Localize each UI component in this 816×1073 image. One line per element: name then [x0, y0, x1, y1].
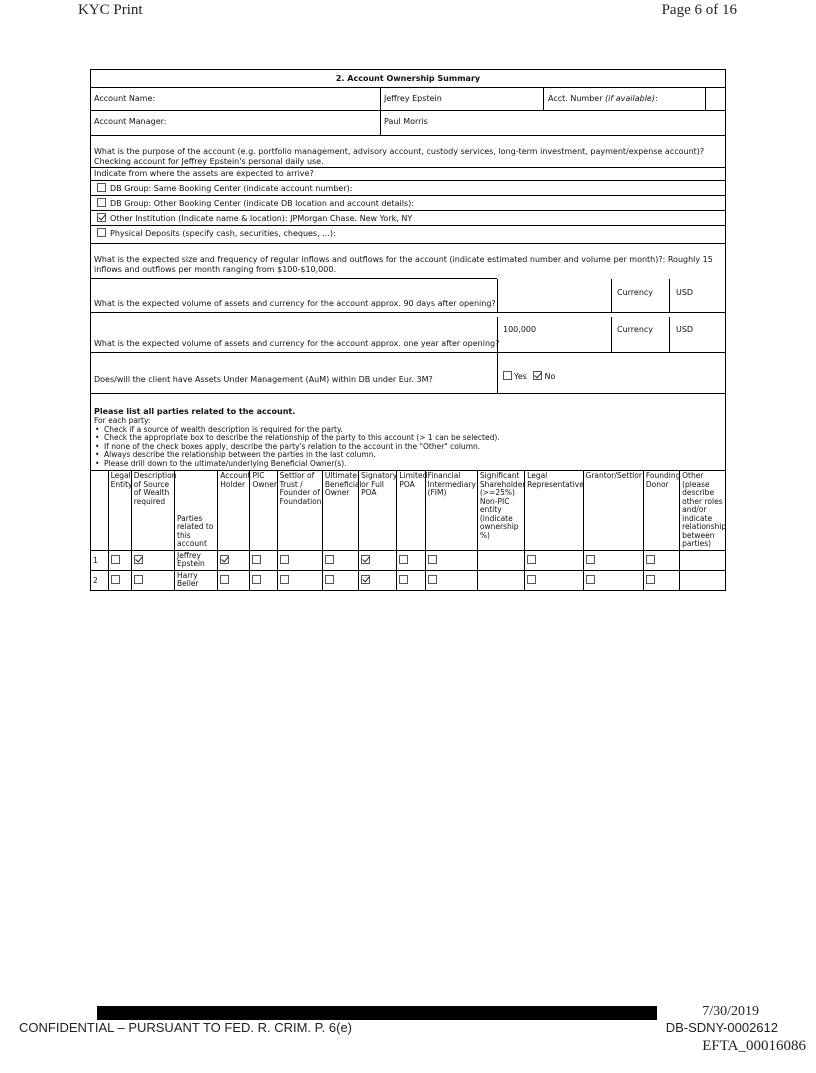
- role-checkbox[interactable]: [220, 575, 229, 584]
- parties-table: [91, 471, 725, 590]
- col-header-parties: Parties related to this account: [175, 471, 218, 550]
- bullet: • Check if a source of wealth description is required for the party.: [104, 426, 722, 435]
- parties-intro: For each party:: [94, 416, 151, 425]
- bullet: • Check the appropriate box to describe the relationship of the party to this account (> 1 can be selected).: [104, 434, 722, 443]
- checkbox[interactable]: [97, 198, 106, 207]
- role-checkbox[interactable]: [111, 555, 120, 564]
- q90-row: [91, 279, 725, 313]
- role-checkbox[interactable]: [325, 575, 334, 584]
- col-header-signatory: Signatory or Full POA: [359, 471, 397, 550]
- asset-option-physical-deposits[interactable]: Physical Deposits (specify cash, securities, cheques, ...):: [91, 225, 725, 243]
- acct-number-value: [706, 88, 725, 110]
- parties-table-wrap: [91, 470, 725, 590]
- account-manager-label: Account Manager:: [94, 117, 167, 126]
- page-number: Page 6 of 16: [661, 2, 737, 18]
- role-checkbox[interactable]: [428, 575, 437, 584]
- party-name: Jeffrey Epstein: [175, 550, 218, 570]
- asset-option-other-booking[interactable]: DB Group: Other Booking Center (indicate DB location and account details):: [91, 195, 725, 210]
- flows-question: What is the expected size and frequency of regular inflows and outflows for the account (indicate estimated number and volume per month)?: Roughly 15 inflows and outflows per month ranging from $100-$10,000.: [94, 255, 713, 274]
- col-header-legal-rep: Legal Representative: [525, 471, 583, 550]
- col-header-account-holder: Account Holder: [218, 471, 250, 550]
- role-checkbox[interactable]: [361, 575, 370, 584]
- role-checkbox[interactable]: [399, 555, 408, 564]
- parties-instructions: [91, 393, 725, 470]
- q1y-currency-value[interactable]: USD: [676, 325, 694, 334]
- role-checkbox[interactable]: [527, 555, 536, 564]
- shareholder-cell[interactable]: [477, 550, 524, 570]
- party-number: 1: [91, 550, 108, 570]
- bates-number: DB-SDNY-0002612: [665, 1020, 778, 1035]
- role-checkbox[interactable]: [361, 555, 370, 564]
- purpose-row: [91, 135, 725, 167]
- aum-question: Does/will the client have Assets Under Management (AuM) within DB under Eur. 3M?: [94, 375, 433, 384]
- col-header-other: Other (please describe other roles and/or indicate relationship between parties): [680, 471, 725, 550]
- parties-bullets: [94, 426, 722, 469]
- col-header-shareholder: Significant Shareholder (>=25%) Non-PIC entity (indicate ownership %): [477, 471, 524, 550]
- col-header-grantor: Grantor/Settlor: [583, 471, 643, 550]
- role-checkbox[interactable]: [134, 575, 143, 584]
- q90-label: What is the expected volume of assets and currency for the account approx. 90 days after opening?: [94, 299, 496, 308]
- party-number: 2: [91, 570, 108, 590]
- aum-no-checkbox[interactable]: [533, 371, 542, 380]
- bullet: • If none of the check boxes apply, describe the party's relation to the account in the "Other" column.: [104, 443, 722, 452]
- account-manager-value: Paul Morris: [384, 117, 428, 126]
- col-header-settlor: Settlor of Trust / Founder of Foundation: [277, 471, 322, 550]
- role-checkbox[interactable]: [220, 555, 229, 564]
- col-header-legal-entity: Legal Entity: [108, 471, 131, 550]
- q1y-label: What is the expected volume of assets and currency for the account approx. one year after opening?: [94, 339, 500, 348]
- form-title: 2. Account Ownership Summary: [335, 74, 481, 83]
- role-checkbox[interactable]: [399, 575, 408, 584]
- role-checkbox[interactable]: [252, 575, 261, 584]
- role-checkbox[interactable]: [646, 575, 655, 584]
- q90-amount[interactable]: [500, 282, 506, 313]
- role-checkbox[interactable]: [428, 555, 437, 564]
- acct-number-label: Acct. Number (if available):: [548, 94, 658, 103]
- q1y-amount[interactable]: 100,000: [503, 325, 537, 334]
- col-header-fim: Financial Intermediary (FIM): [425, 471, 477, 550]
- aum-row: [91, 353, 725, 393]
- role-checkbox[interactable]: [586, 575, 595, 584]
- role-checkbox[interactable]: [586, 555, 595, 564]
- account-ownership-form: [90, 69, 726, 591]
- account-name-row: [91, 87, 725, 110]
- role-checkbox[interactable]: [646, 555, 655, 564]
- other-cell[interactable]: [680, 550, 725, 570]
- shareholder-cell[interactable]: [477, 570, 524, 590]
- col-header-founding-donor: Founding Donor: [643, 471, 679, 550]
- aum-yes-no: Yes No: [500, 365, 558, 393]
- party-name: Harry Beller: [175, 570, 218, 590]
- col-header-limited-poa: Limited POA: [397, 471, 425, 550]
- account-name-value: Jeffrey Epstein: [384, 94, 442, 103]
- redaction-bar: [97, 1006, 657, 1020]
- flows-row: [91, 243, 725, 279]
- q1y-row: [91, 313, 725, 353]
- col-header-source-of-wealth: Description of Source of Wealth required: [131, 471, 174, 550]
- role-checkbox[interactable]: [134, 555, 143, 564]
- other-cell[interactable]: [680, 570, 725, 590]
- checkbox[interactable]: [97, 228, 106, 237]
- role-checkbox[interactable]: [280, 555, 289, 564]
- confidential-notice: CONFIDENTIAL – PURSUANT TO FED. R. CRIM. P. 6(e): [19, 1020, 353, 1035]
- footer-date: 7/30/2019: [702, 1004, 759, 1019]
- role-checkbox[interactable]: [527, 575, 536, 584]
- purpose-question: What is the purpose of the account (e.g. portfolio management, advisory account, custody services, long-term investment, payment/expense account)? Checking account for Jeffrey Epstein's personal daily use.: [94, 147, 705, 166]
- account-manager-row: [91, 110, 725, 135]
- col-header-num: [91, 471, 108, 550]
- table-row: [91, 570, 725, 590]
- role-checkbox[interactable]: [111, 575, 120, 584]
- bullet: • Please drill down to the ultimate/underlying Beneficial Owner(s).: [104, 460, 722, 469]
- q90-currency-label: Currency: [617, 288, 654, 297]
- col-header-ubo: Ultimate Beneficial Owner: [322, 471, 358, 550]
- account-name-label: Account Name:: [94, 94, 156, 103]
- header-left: KYC Print: [78, 2, 143, 18]
- q1y-currency-label: Currency: [617, 325, 654, 334]
- role-checkbox[interactable]: [280, 575, 289, 584]
- asset-option-same-booking[interactable]: DB Group: Same Booking Center (indicate account number):: [91, 180, 725, 195]
- q90-currency-value[interactable]: USD: [676, 288, 694, 297]
- role-checkbox[interactable]: [252, 555, 261, 564]
- table-row: [91, 550, 725, 570]
- role-checkbox[interactable]: [325, 555, 334, 564]
- col-header-pic-owner: PIC Owner: [250, 471, 277, 550]
- assets-origin-label: Indicate from where the assets are expected to arrive?: [91, 167, 725, 180]
- bullet: • Always describe the relationship between the parties in the last column.: [104, 451, 722, 460]
- table-header-row: [91, 471, 725, 550]
- aum-yes-checkbox[interactable]: [503, 371, 512, 380]
- checkbox[interactable]: [97, 213, 106, 222]
- parties-heading: Please list all parties related to the account.: [94, 407, 296, 416]
- checkbox[interactable]: [97, 183, 106, 192]
- asset-option-other-institution[interactable]: Other Institution (Indicate name & location): JPMorgan Chase. New York, NY: [91, 210, 725, 225]
- efta-number: EFTA_00016086: [702, 1038, 806, 1054]
